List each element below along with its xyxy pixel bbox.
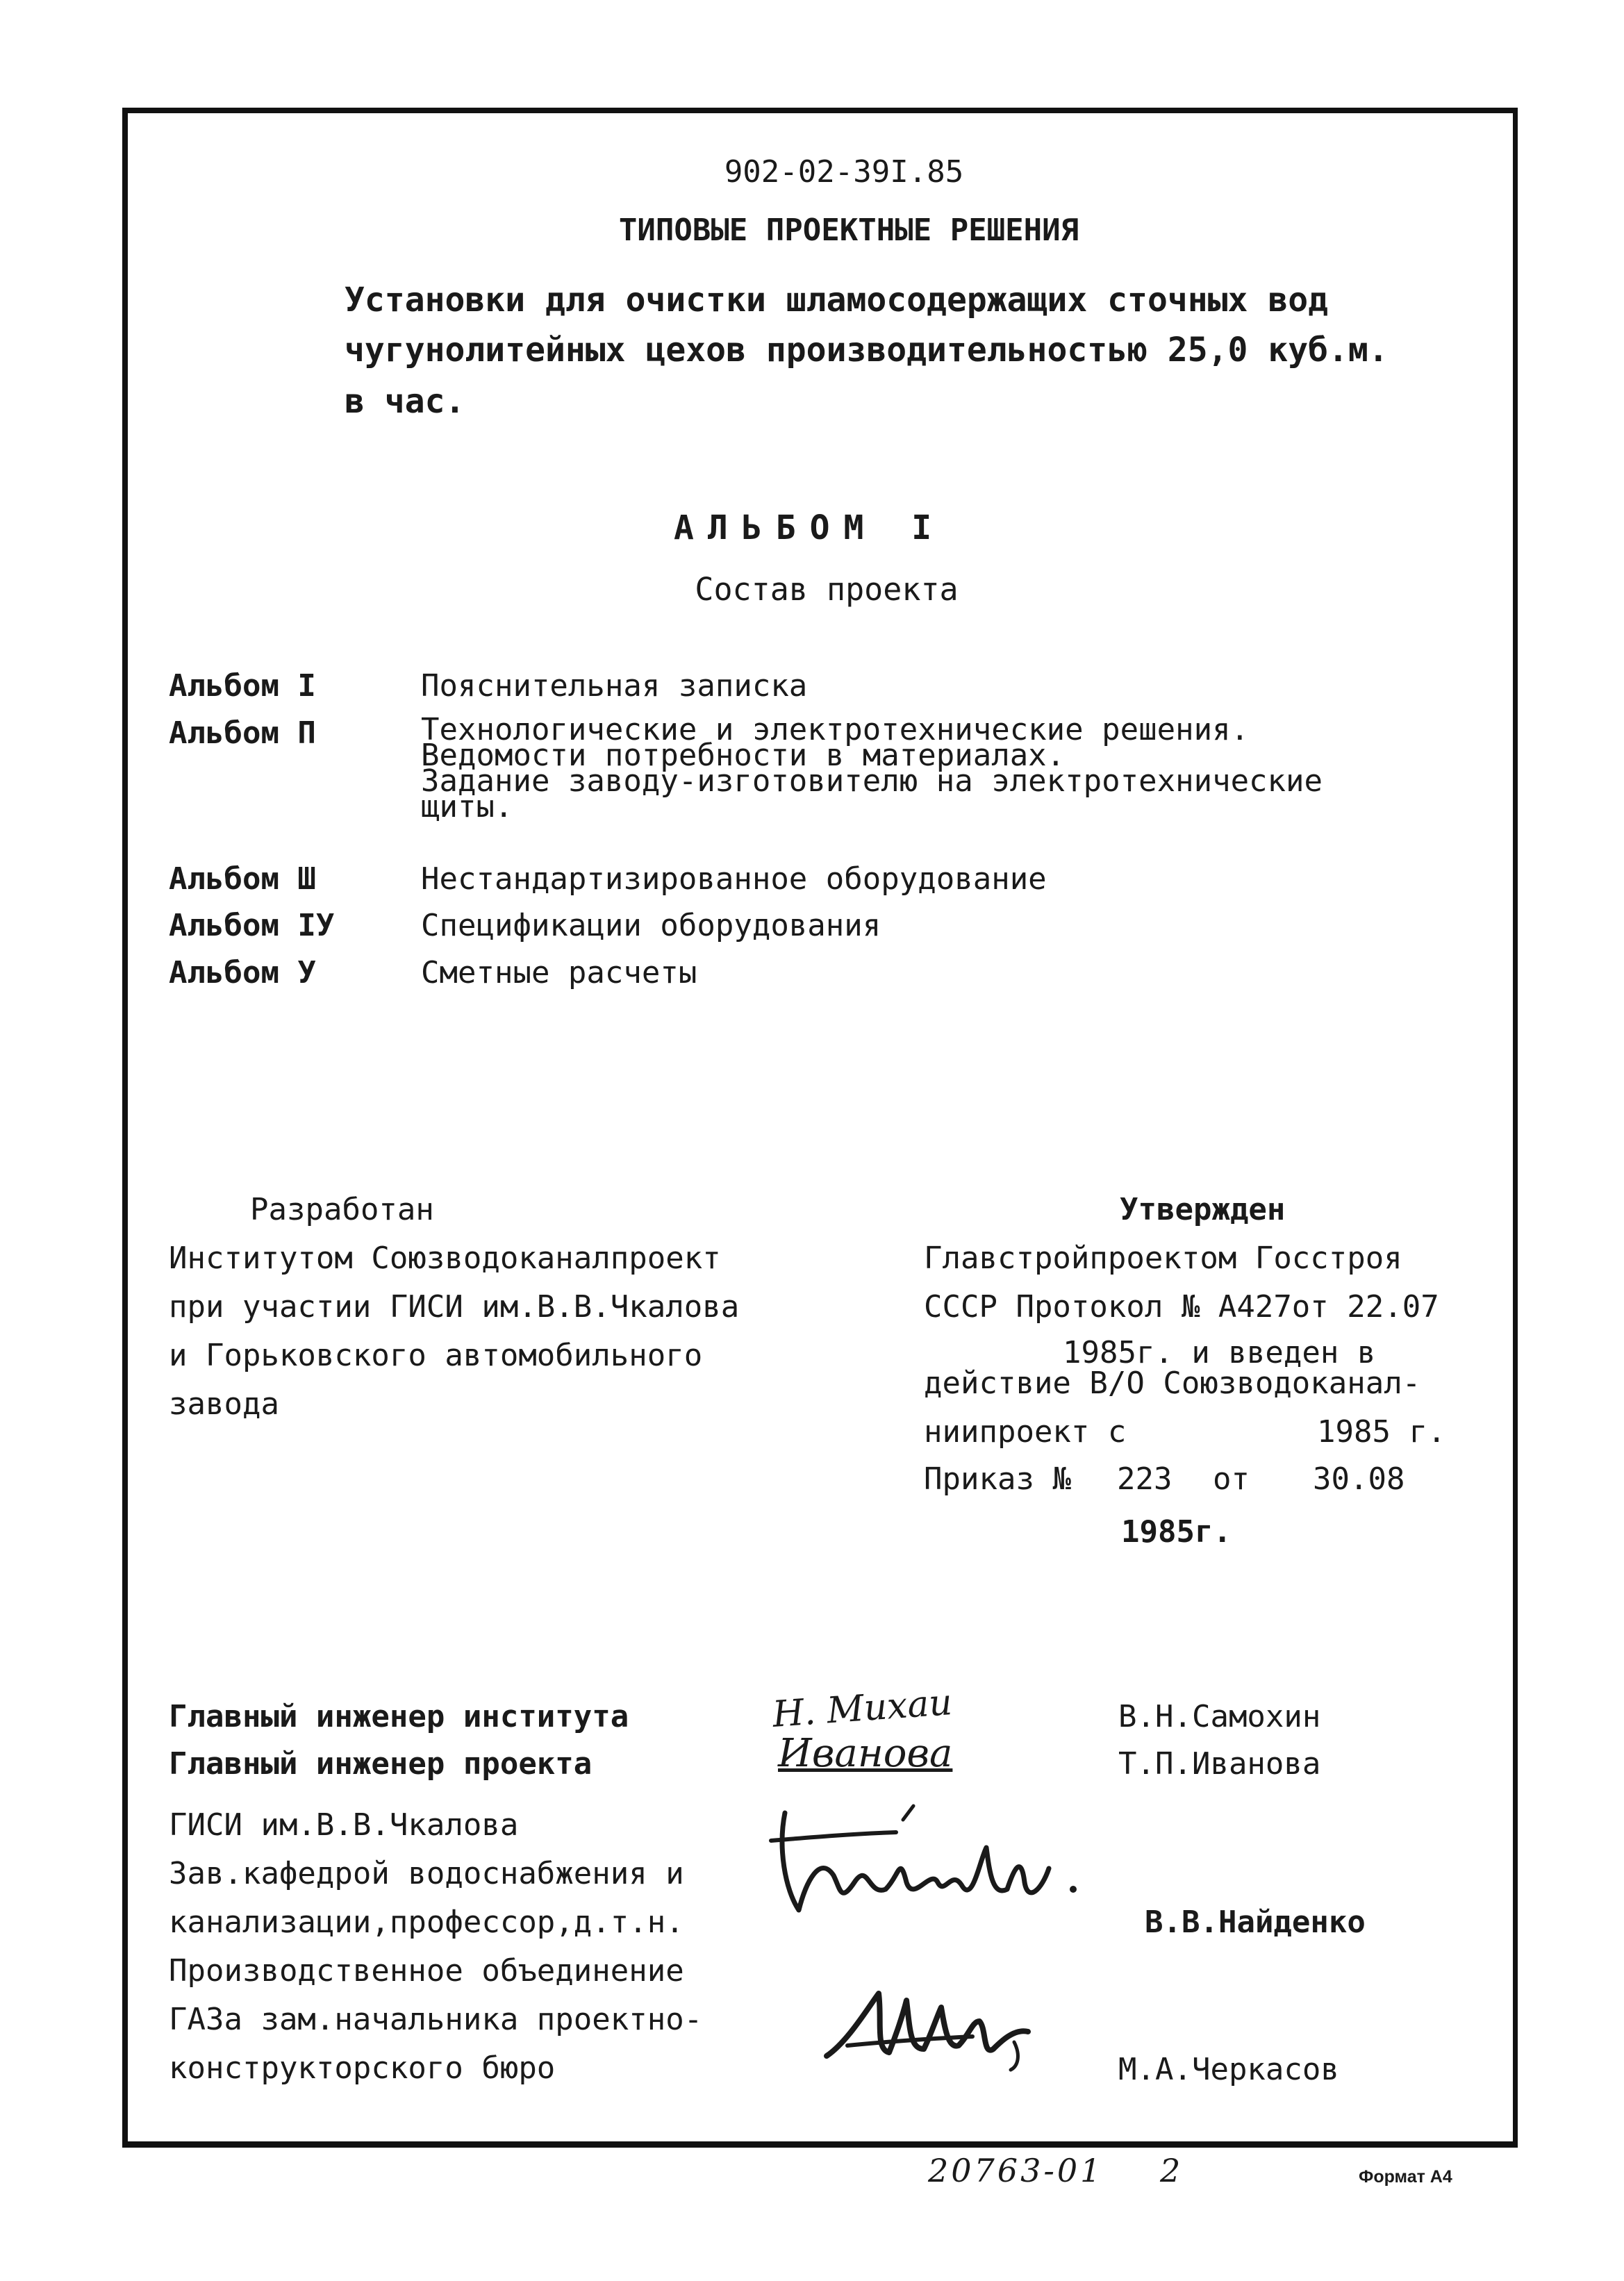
signatory-name: Т.П.Иванова [1118, 1746, 1321, 1782]
inventory-number: 20763-01 [928, 2152, 1104, 2189]
composition-text: Технологические и электротехнические решения. Ведомости потребности в материалах. Задание заводу-изготовителю на электротехнические щиты. [421, 712, 1323, 824]
signatory-name: В.В.Найденко [1145, 1905, 1366, 1940]
signatory-role: ГАЗа зам.начальника проектно- [169, 2002, 703, 2037]
approved-line-3: 1985г. и введен в [1063, 1335, 1376, 1370]
composition-label: Альбом Ш [169, 861, 316, 897]
document-number: 902-02-39I.85 [724, 154, 964, 190]
series-title: ТИПОВЫЕ ПРОЕКТНЫЕ РЕШЕНИЯ [618, 213, 1079, 248]
composition-label: Альбом П [169, 715, 316, 751]
developed-line: и Горьковского автомобильного [169, 1338, 703, 1373]
composition-text: Спецификации оборудования [421, 908, 881, 943]
approved-line-6c: от [1213, 1461, 1250, 1497]
signatory-role: Зав.кафедрой водоснабжения и [169, 1856, 684, 1891]
approved-line-5a: ниипроект с [924, 1414, 1127, 1450]
signatory-role: канализации,профессор,д.т.н. [169, 1905, 684, 1940]
signature-najdenko [757, 1799, 1091, 1938]
composition-text: Сметные расчеты [421, 955, 697, 990]
composition-text: Пояснительная записка [421, 668, 808, 704]
signatory-role: Производственное объединение [169, 1953, 684, 1989]
signature-handwritten: Н. Михаи [771, 1682, 954, 1736]
signatory-role: Главный инженер проекта [169, 1746, 593, 1782]
signature-cherkasov [820, 1980, 1042, 2077]
signatory-role: Главный инженер института [169, 1699, 629, 1734]
composition-text: Нестандартизированное оборудование [421, 861, 1047, 897]
developed-line: завода [169, 1386, 279, 1422]
approved-line-5b: 1985 г. [1317, 1414, 1446, 1450]
composition-label: Альбом IУ [169, 908, 335, 943]
approved-heading: Утвержден [1120, 1192, 1286, 1227]
signatory-name: М.А.Черкасов [1118, 2052, 1339, 2087]
approved-line-6b: 223 [1117, 1461, 1173, 1497]
composition-label: Альбом I [169, 668, 316, 704]
approved-line-6a: Приказ № [924, 1461, 1071, 1497]
approved-line-2: СССР Протокол № А427от 22.07 [924, 1289, 1439, 1325]
album-subtitle: Состав проекта [695, 571, 959, 608]
signatory-role: ГИСИ им.В.В.Чкалова [169, 1807, 519, 1843]
approved-line-4: действие В/О Союзводоканал- [924, 1366, 1421, 1401]
signatory-name: В.Н.Самохин [1118, 1699, 1321, 1734]
signature-handwritten: Иванова [778, 1731, 953, 1776]
developed-line: при участии ГИСИ им.В.В.Чкалова [169, 1289, 740, 1325]
description-line-1: Установки для очистки шламосодержащих сточных вод [345, 281, 1329, 320]
approved-line-1: Главстройпроектом Госстроя [924, 1241, 1402, 1276]
signatory-role: конструкторского бюро [169, 2050, 556, 2086]
description-line-3: в час. [345, 382, 465, 421]
page-number: 2 [1160, 2152, 1181, 2189]
developed-heading: Разработан [250, 1192, 434, 1227]
format-label: Формат А4 [1359, 2167, 1452, 2187]
composition-label: Альбом У [169, 955, 316, 990]
developed-line: Институтом Союзводоканалпроект [169, 1241, 721, 1276]
album-title: АЛЬБОМ I [674, 508, 946, 547]
approved-line-6d: 30.08 [1313, 1461, 1405, 1497]
approved-line-7: 1985г. [1121, 1514, 1232, 1550]
description-line-2: чугунолитейных цехов производительностью 25,0 куб.м. [345, 331, 1389, 370]
